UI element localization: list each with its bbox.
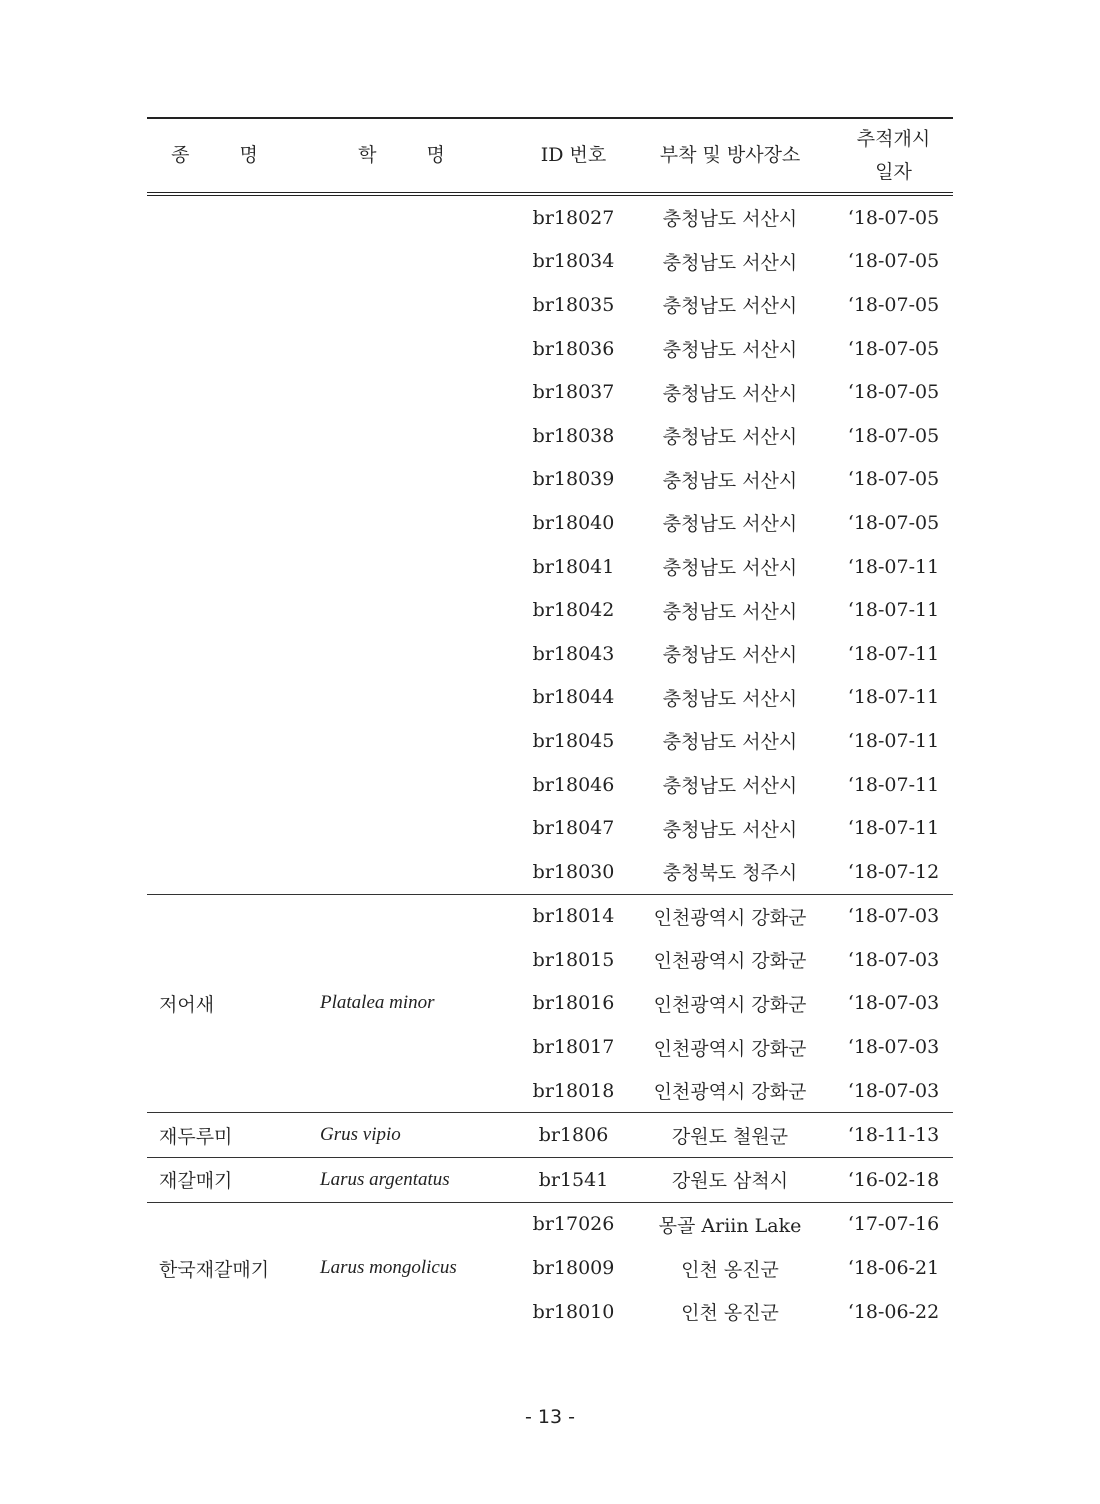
table-row [147,194,953,240]
tag-id-cell: br18014 [521,894,626,938]
release-location-cell: 인천 옹진군 [681,1302,779,1325]
tag-id-cell: br17026 [521,1202,626,1246]
tag-id-cell: br18047 [532,817,615,840]
species-common-name: 재두루미 [147,1113,304,1158]
tracking-start-date-cell: ‘18-06-21 [847,1257,940,1280]
release-location-cell: 충청남도 서산시 [662,469,798,492]
tag-id-cell: br18010 [532,1300,615,1323]
table-row [147,1113,953,1158]
species-common-name: 한국재갈매기 [147,1202,304,1333]
tag-id-cell: br18042 [532,599,615,622]
release-location-cell: 충청남도 서산시 [662,557,798,580]
release-location-cell: 몽골 Ariin Lake [626,1202,834,1246]
tag-id-cell: br18043 [532,642,615,665]
header-start-date [834,118,953,194]
tag-id-cell: br1806 [521,1113,626,1158]
tracking-start-date-cell: ‘18-07-11 [847,686,940,709]
tracking-start-date-cell: ‘18-07-11 [847,599,940,622]
header-common-name: 종 명 [147,118,304,194]
tag-id-cell: br18018 [532,1079,615,1102]
tracking-start-date-cell: ‘18-07-11 [847,642,940,665]
tracking-start-date-cell: ‘18-07-05 [847,511,940,534]
release-location-cell: 인천광역시 강화군 [653,993,807,1016]
tag-id-cell: br18044 [532,686,615,709]
species-common-name [147,194,304,894]
release-location-cell: 강원도 철원군 [626,1113,834,1158]
tracking-start-date-cell: ‘18-07-05 [847,424,940,447]
tag-id-cell: br18038 [532,424,615,447]
release-location-cell: 충청남도 서산시 [662,731,798,754]
tracking-start-date-cell: ‘17-07-16 [834,1202,953,1246]
tag-id-cell: br18017 [532,1036,615,1059]
release-location-cell: 충청남도 서산시 [662,251,798,274]
tracking-start-date-cell: ‘18-06-22 [847,1300,940,1323]
tag-id-cell: br18045 [532,729,615,752]
tracking-start-date-cell: ‘18-07-05 [847,293,940,316]
header-start-date-line1: 추적개시 [856,127,931,150]
release-location-cell: 충청남도 서산시 [662,382,798,405]
tag-id-cell: br18046 [532,773,615,796]
tracking-start-date-cell: ‘18-07-03 [847,948,940,971]
species-scientific-name: Platalea minor [304,894,521,1113]
tag-id-cell: br18036 [532,337,615,360]
table-row [147,1202,953,1246]
tracking-start-date-cell: ‘16-02-18 [834,1158,953,1203]
tag-id-cell: br18027 [532,206,615,229]
species-scientific-name: Larus argentatus [304,1158,521,1203]
species-scientific-name: Larus mongolicus [304,1202,521,1333]
table-body [147,194,953,1333]
release-location-cell: 충청남도 서산시 [662,600,798,623]
release-location-cell: 충청북도 청주시 [662,862,798,885]
release-location-cell: 인천광역시 강화군 [653,1081,807,1104]
tracking-start-date-cell: ‘18-07-03 [847,1079,940,1102]
tracking-start-date-cell: ‘18-07-11 [847,555,940,578]
table-header [147,118,953,194]
table-row [147,1158,953,1203]
tracking-start-date-cell: ‘18-07-11 [847,817,940,840]
tag-id-cell: br1541 [521,1158,626,1203]
release-location-cell: 충청남도 서산시 [662,818,798,841]
tracking-start-date-cell: ‘18-07-05 [847,206,940,229]
species-common-name: 재갈매기 [147,1158,304,1203]
species-scientific-name [304,194,521,894]
tracking-start-date-cell: ‘18-07-12 [847,860,940,883]
tracking-start-date-cell: ‘18-07-11 [847,773,940,796]
table-row [147,894,953,938]
release-location-cell: 충청남도 서산시 [662,426,798,449]
page-number: - 13 - [525,1406,575,1428]
tag-id-cell: br18039 [532,468,615,491]
tracking-start-date-cell: ‘18-07-03 [834,894,953,938]
tracking-start-date-cell: ‘18-07-05 [847,250,940,273]
tag-id-cell: br18041 [532,555,615,578]
tracking-table [147,117,953,1333]
tag-id-cell: br18035 [532,293,615,316]
release-location-cell: 충청남도 서산시 [662,775,798,798]
header-scientific-name: 학 명 [304,118,521,194]
header-start-date-line2: 일자 [875,160,912,183]
header-location: 부착 및 방사장소 [626,118,834,194]
tag-id-cell: br18030 [532,860,615,883]
tag-id-cell: br18015 [532,948,615,971]
tag-id-cell: br18009 [532,1257,615,1280]
release-location-cell: 인천 옹진군 [681,1258,779,1281]
release-location-cell: 인천광역시 강화군 [626,894,834,938]
release-location-cell: 인천광역시 강화군 [653,950,807,973]
tracking-start-date-cell: ‘18-07-03 [847,1036,940,1059]
species-common-name: 저어새 [147,894,304,1113]
release-location-cell: 강원도 삼척시 [626,1158,834,1203]
release-location-cell: 충청남도 서산시 [662,295,798,318]
tracking-start-date-cell: ‘18-07-11 [847,729,940,752]
tracking-start-date-cell: ‘18-07-03 [847,992,940,1015]
header-id: ID 번호 [521,118,626,194]
tracking-start-date-cell: ‘18-07-05 [847,381,940,404]
tag-id-cell: br18016 [532,992,615,1015]
release-location-cell: 충청남도 서산시 [662,513,798,536]
tag-id-cell: br18037 [532,381,615,404]
release-location-cell: 인천광역시 강화군 [653,1037,807,1060]
release-location-cell: 충청남도 서산시 [662,208,798,231]
tag-id-cell: br18040 [532,511,615,534]
tracking-start-date-cell: ‘18-11-13 [834,1113,953,1158]
species-scientific-name: Grus vipio [304,1113,521,1158]
tag-id-cell: br18034 [532,250,615,273]
release-location-cell: 충청남도 서산시 [662,644,798,667]
tracking-start-date-cell: ‘18-07-05 [847,468,940,491]
release-location-cell: 충청남도 서산시 [662,339,798,362]
release-location-cell: 충청남도 서산시 [662,687,798,710]
tracking-start-date-cell: ‘18-07-05 [847,337,940,360]
